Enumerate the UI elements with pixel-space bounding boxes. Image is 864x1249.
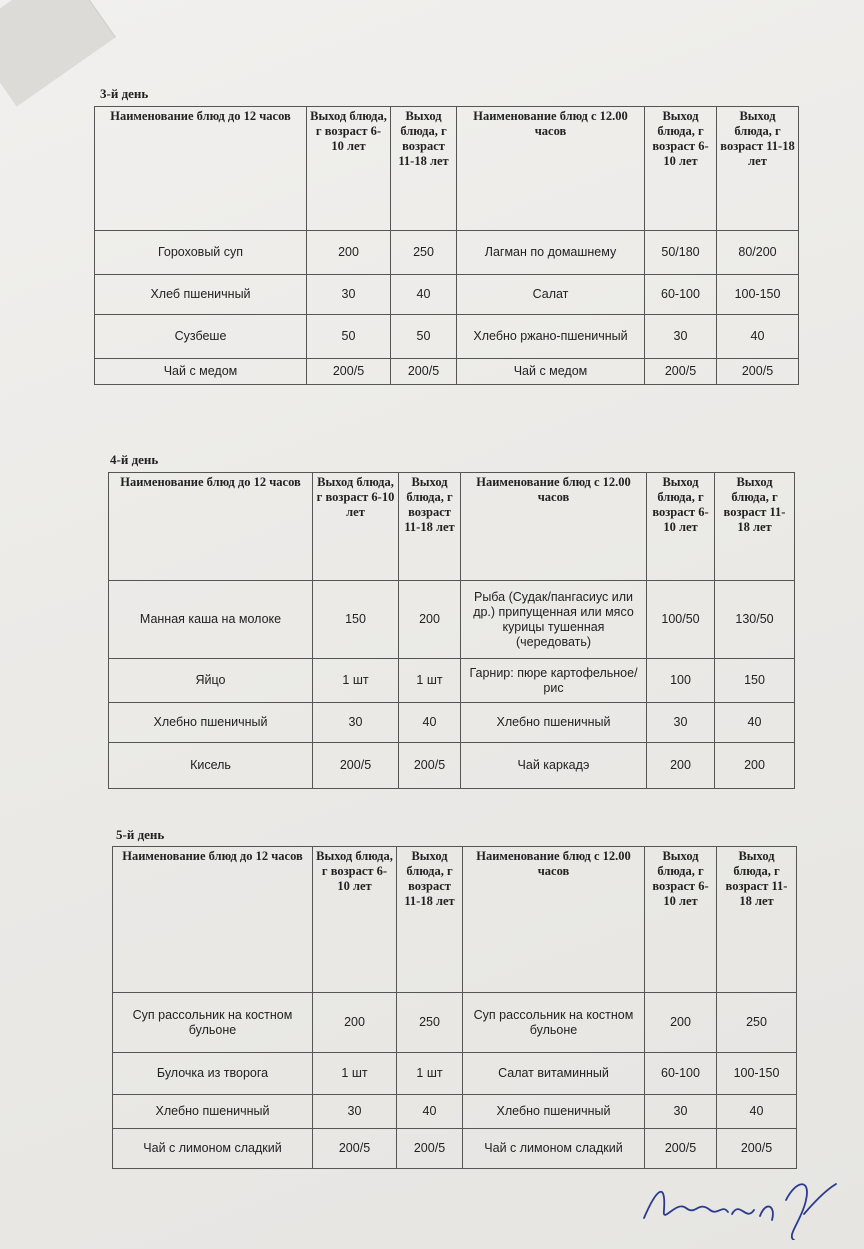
header-cell: Выход блюда, г возраст 11-18 лет — [717, 107, 799, 231]
cell: 150 — [715, 659, 795, 703]
cell: 1 шт — [397, 1053, 463, 1095]
day-4-table — [108, 472, 795, 789]
day-5-title: 5-й день — [116, 827, 165, 842]
cell: 200/5 — [397, 1129, 463, 1169]
table-row — [109, 659, 795, 703]
table-row — [109, 703, 795, 743]
cell: 30 — [313, 703, 399, 743]
cell: 250 — [397, 993, 463, 1053]
header-cell: Наименование блюд с 12.00 часов — [463, 847, 645, 993]
cell: 200 — [645, 993, 717, 1053]
cell: 200/5 — [313, 743, 399, 789]
table-row — [113, 993, 797, 1053]
table-row — [113, 1053, 797, 1095]
cell: Хлебно пшеничный — [109, 703, 313, 743]
header-cell: Выход блюда, г возраст 11-18 лет — [391, 107, 457, 231]
cell: 100-150 — [717, 1053, 797, 1095]
header-cell: Выход блюда, г возраст 6-10 лет — [307, 107, 391, 231]
header-cell: Наименование блюд с 12.00 часов — [457, 107, 645, 231]
cell: Яйцо — [109, 659, 313, 703]
day-5-table — [112, 846, 797, 1169]
table-row — [95, 315, 799, 359]
cell: 40 — [399, 703, 461, 743]
cell: 1 шт — [313, 1053, 397, 1095]
cell: 200/5 — [645, 1129, 717, 1169]
cell: 60-100 — [645, 1053, 717, 1095]
handwritten-signature — [636, 1170, 846, 1240]
cell: Хлебно ржано-пшеничный — [457, 315, 645, 359]
cell: Хлеб пшеничный — [95, 275, 307, 315]
cell: Хлебно пшеничный — [461, 703, 647, 743]
table-row — [95, 359, 799, 385]
cell: Лагман по домашнему — [457, 231, 645, 275]
cell: 50 — [307, 315, 391, 359]
cell: 200/5 — [391, 359, 457, 385]
table-header-row — [109, 473, 795, 581]
cell: 1 шт — [399, 659, 461, 703]
day-3-title: 3-й день — [100, 86, 149, 101]
cell: Суп рассольник на костном бульоне — [113, 993, 313, 1053]
cell: 1 шт — [313, 659, 399, 703]
cell: 40 — [717, 315, 799, 359]
cell: 200 — [307, 231, 391, 275]
table-row — [109, 743, 795, 789]
cell: 40 — [715, 703, 795, 743]
cell: 80/200 — [717, 231, 799, 275]
cell: 200/5 — [717, 359, 799, 385]
header-cell: Выход блюда, г возраст 11-18 лет — [397, 847, 463, 993]
cell: Чай с лимоном сладкий — [463, 1129, 645, 1169]
cell: Чай с медом — [457, 359, 645, 385]
header-cell: Наименование блюд до 12 часов — [113, 847, 313, 993]
cell: 200 — [313, 993, 397, 1053]
header-cell: Выход блюда, г возраст 6-10 лет — [645, 107, 717, 231]
header-cell: Выход блюда, г возраст 6-10 лет — [645, 847, 717, 993]
cell: 100/50 — [647, 581, 715, 659]
header-cell: Наименование блюд до 12 часов — [109, 473, 313, 581]
cell: 40 — [717, 1095, 797, 1129]
folded-corner — [0, 0, 116, 107]
cell: 200 — [647, 743, 715, 789]
cell: 200/5 — [717, 1129, 797, 1169]
cell: 100 — [647, 659, 715, 703]
cell: Кисель — [109, 743, 313, 789]
cell: Рыба (Судак/пангасиус или др.) припущенная или мясо курицы тушенная (чередовать) — [461, 581, 647, 659]
cell: 200/5 — [645, 359, 717, 385]
cell: 30 — [645, 315, 717, 359]
cell: 100-150 — [717, 275, 799, 315]
cell: Гарнир: пюре картофельное/рис — [461, 659, 647, 703]
table-row — [113, 1129, 797, 1169]
table-row — [95, 231, 799, 275]
cell: Суп рассольник на костном бульоне — [463, 993, 645, 1053]
cell: 200/5 — [313, 1129, 397, 1169]
header-cell: Выход блюда, г возраст 11-18 лет — [399, 473, 461, 581]
cell: Гороховый суп — [95, 231, 307, 275]
cell: 250 — [717, 993, 797, 1053]
table-row — [109, 581, 795, 659]
cell: Чай с медом — [95, 359, 307, 385]
cell: Чай каркадэ — [461, 743, 647, 789]
cell: Манная каша на молоке — [109, 581, 313, 659]
table-header-row — [113, 847, 797, 993]
cell: Хлебно пшеничный — [463, 1095, 645, 1129]
table-header-row — [95, 107, 799, 231]
cell: Булочка из творога — [113, 1053, 313, 1095]
cell: Чай с лимоном сладкий — [113, 1129, 313, 1169]
cell: 30 — [313, 1095, 397, 1129]
cell: 250 — [391, 231, 457, 275]
cell: 60-100 — [645, 275, 717, 315]
cell: 30 — [647, 703, 715, 743]
header-cell: Наименование блюд с 12.00 часов — [461, 473, 647, 581]
table-row — [95, 275, 799, 315]
cell: 200/5 — [307, 359, 391, 385]
cell: 200 — [715, 743, 795, 789]
header-cell: Выход блюда, г возраст 11-18 лет — [717, 847, 797, 993]
header-cell: Наименование блюд до 12 часов — [95, 107, 307, 231]
cell: 150 — [313, 581, 399, 659]
cell: 130/50 — [715, 581, 795, 659]
cell: 200 — [399, 581, 461, 659]
cell: 50 — [391, 315, 457, 359]
cell: 40 — [397, 1095, 463, 1129]
cell: 200/5 — [399, 743, 461, 789]
header-cell: Выход блюда, г возраст 6-10 лет — [313, 473, 399, 581]
cell: Хлебно пшеничный — [113, 1095, 313, 1129]
day-3-table — [94, 106, 799, 385]
header-cell: Выход блюда, г возраст 6-10 лет — [647, 473, 715, 581]
cell: 30 — [645, 1095, 717, 1129]
header-cell: Выход блюда, г возраст 11-18 лет — [715, 473, 795, 581]
cell: Сузбеше — [95, 315, 307, 359]
cell: Салат витаминный — [463, 1053, 645, 1095]
header-cell: Выход блюда, г возраст 6-10 лет — [313, 847, 397, 993]
cell: 40 — [391, 275, 457, 315]
cell: 50/180 — [645, 231, 717, 275]
table-row — [113, 1095, 797, 1129]
cell: Салат — [457, 275, 645, 315]
day-4-title: 4-й день — [110, 452, 159, 467]
cell: 30 — [307, 275, 391, 315]
